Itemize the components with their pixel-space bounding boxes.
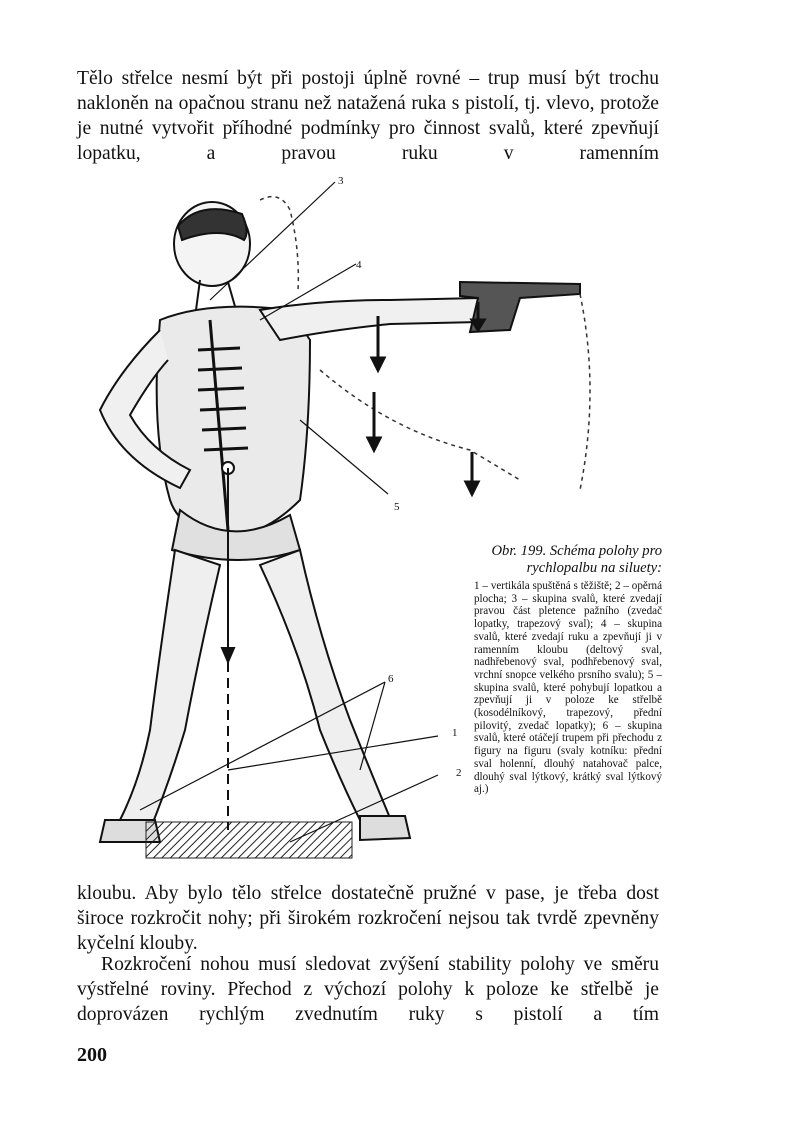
body-paragraph-3: Rozkročení nohou musí sledovat zvýšení stability polohy ve směru výstřelné roviny. Přechod z výchozí polohy k poloze ke střelbě je doprovázen rychlým zvednutím ruky s pistolí a tím	[77, 954, 659, 1025]
body-paragraph-top: Tělo střelce nesmí být při postoji úplně rovné – trup musí být trochu nakloněn na opačnou stranu než natažená ruka s pistolí, tj. vlevo, protože je nutné vytvořit příhodné podmínky pro činnost svalů, které zpevňují lopatku, a pravou ruku v ramenním	[77, 68, 659, 164]
force-arrows	[368, 302, 484, 494]
figure-caption-title: Obr. 199. Schéma polohy pro rychlopalbu na siluety:	[491, 543, 662, 576]
torso	[157, 307, 310, 536]
right-foot	[360, 816, 410, 840]
right-leg	[260, 550, 390, 820]
left-leg	[120, 550, 220, 830]
figure-label-2: 2	[456, 767, 462, 779]
figure-caption-body: 1 – vertikála spuštěná s těžiště; 2 – opěrná plocha; 3 – skupina svalů, které zvedají pravou část pletence pažního (zvedač lopatky, trapezový sval); 4 – skupina svalů, které zvedají ruku a zpevňují ji v ramenním kloubu (deltový sval, nadhřebenový sval, podhřebenový sval, vrchní snopce velkého prsního svalu); 5 – skupina svalů, které pohybují lopatkou a zpevňují ji v poloze ke střelbě (kosodélníkový, trapezový, přední pilovitý, zvedač lopatky); 6 – skupina svalů, které otáčejí trupem při přechodu z figury na figuru (svaly kotníku: přední sval holenní, dlouhý natahovač palce, dlouhý sval lýtkový, krátký sval lýtkový aj.)	[474, 580, 662, 796]
figure-label-5: 5	[394, 501, 400, 513]
figure-label-4: 4	[356, 259, 362, 271]
figure-label-1: 1	[452, 727, 458, 739]
page-number: 200	[77, 1044, 107, 1066]
right-arm	[260, 298, 500, 340]
figure-caption	[474, 543, 662, 796]
body-paragraph-2: kloubu. Aby bylo tělo střelce dostatečně pružné v pase, je třeba dost široce rozkročit nohy; při širokém rozkročení nejsou tak tvrdě zpevněny kyčelní klouby.	[77, 883, 659, 954]
figure-label-6: 6	[388, 673, 394, 685]
figure-label-3: 3	[338, 175, 344, 187]
